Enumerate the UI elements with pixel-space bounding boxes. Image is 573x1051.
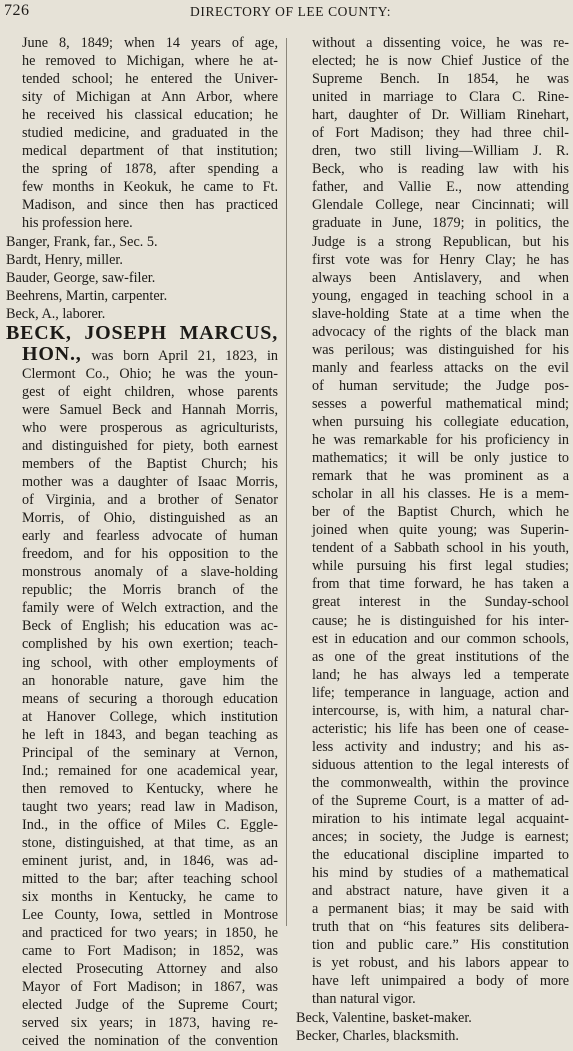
- text-line: taught two years; read law in Madison,: [22, 798, 278, 815]
- text-line: members of the Baptist Church; his: [22, 455, 278, 472]
- text-line: Ind.; remained for one academical year,: [22, 762, 278, 779]
- text-line: and abstract nature, have given it a: [312, 883, 569, 900]
- text-line: served six years; in 1873, having re-: [22, 1015, 278, 1032]
- text-line: was perilous; was distinguished for his: [312, 341, 569, 358]
- text-line: of the Supreme Court, is a matter of ad-: [312, 792, 569, 809]
- text-line: he removed to Michigan, where he at-: [22, 53, 278, 70]
- text-line: elected; he is now Chief Justice of the: [312, 53, 569, 70]
- text-line: was born April 21, 1823, in: [91, 347, 278, 364]
- directory-entry: Banger, Frank, far., Sec. 5.: [6, 233, 158, 250]
- text-line: June 8, 1849; when 14 years of age,: [22, 35, 278, 51]
- biography-name: BECK, JOSEPH MARCUS,: [6, 322, 278, 344]
- text-line: Ind., in the office of Miles C. Eggle-: [22, 816, 278, 833]
- text-line: few months in Keokuk, he came to Ft.: [22, 179, 278, 196]
- text-line: family were of Welch extraction, and the: [22, 600, 278, 617]
- text-line: Supreme Bench. In 1854, he was: [312, 71, 569, 88]
- text-line: united in marriage to Clara C. Rine-: [312, 89, 569, 106]
- text-line: Beck, who is reading law with his: [312, 161, 569, 178]
- text-line: graduate in June, 1879; in politics, the: [312, 215, 569, 232]
- directory-entry: Beck, A., laborer.: [6, 305, 106, 322]
- directory-entry: Beck, Valentine, basket-maker.: [296, 1009, 472, 1026]
- text-line: he was remarkable for his proficiency in: [312, 432, 569, 449]
- biography-beck-joseph-marcus: [6, 323, 278, 1051]
- text-line: sesses a powerful mathematical mind;: [312, 395, 569, 412]
- text-line: early and fearless advocate of human: [22, 528, 278, 545]
- text-line: of Virginia, and a brother of Senator: [22, 492, 278, 509]
- directory-entry: Beehrens, Martin, carpenter.: [6, 287, 168, 304]
- text-line: monstrous anomaly of a slave-holding: [22, 564, 278, 581]
- text-line: his mind by studies of a mathematical: [312, 865, 569, 882]
- text-line: life; temperance in language, action and: [312, 684, 569, 701]
- text-line: mother was a daughter of Isaac Morris,: [22, 474, 278, 491]
- text-line: were Samuel Beck and Hannah Morris,: [22, 401, 278, 418]
- text-line: then removed to Kentucky, where he: [22, 780, 278, 797]
- text-line: and practiced for two years; in 1850, he: [22, 925, 278, 942]
- text-line: stone, distinguished, at that time, as an: [22, 834, 278, 851]
- directory-entries: [6, 233, 278, 323]
- left-column: [6, 34, 278, 1051]
- text-line: dren, two still living—William J. R.: [312, 143, 569, 160]
- biography-continued: [296, 34, 569, 1009]
- directory-entry: Bauder, George, saw-filer.: [6, 269, 156, 286]
- text-line: Madison, and since then has practiced: [22, 197, 278, 214]
- text-line: Principal of the seminary at Vernon,: [22, 744, 278, 761]
- text-line: sity of Michigan at Ann Arbor, where: [22, 89, 278, 106]
- right-column: [296, 34, 569, 1045]
- text-line: father, and Vallie E., now attending: [312, 179, 569, 196]
- text-line: young, engaged in teaching school in a: [312, 287, 569, 304]
- text-line: Glendale College, near Cincinnati; will: [312, 197, 569, 214]
- text-line: joined when quite young; was Superin-: [312, 522, 569, 539]
- text-line: as one of the great institutions of the: [312, 648, 569, 665]
- text-line: Judge is a strong Republican, but his: [312, 233, 569, 250]
- text-line: means of securing a thorough education: [22, 690, 278, 707]
- text-line: of human servitude; the Judge pos-: [312, 377, 569, 394]
- continued-biography: [6, 34, 278, 233]
- text-line: less activity and industry; and his as-: [312, 738, 569, 755]
- text-line: miration to his intimate legal acquaint-: [312, 811, 569, 828]
- text-line: a permanent bias; it may be said with: [312, 901, 569, 918]
- text-line: he received his classical education; he: [22, 107, 278, 124]
- text-line: Lee County, Iowa, settled in Montrose: [22, 907, 278, 924]
- text-line: always been Antislavery, and when: [312, 269, 569, 286]
- text-line: his profession here.: [22, 215, 133, 232]
- text-line: six months in Kentucky, he came to: [22, 889, 278, 906]
- text-line: freedom, and for his opposition to the: [22, 546, 278, 563]
- text-line: medical department of that institution;: [22, 143, 278, 160]
- text-line: Mayor of Fort Madison; in 1867, was: [22, 979, 278, 996]
- text-line: republic; the Morris branch of the: [22, 582, 278, 599]
- page-number: 726: [4, 2, 30, 19]
- directory-entry: Bardt, Henry, miller.: [6, 251, 123, 268]
- text-line: gest of eight children, whose parents: [22, 383, 278, 400]
- running-title: DIRECTORY OF LEE COUNTY:: [190, 4, 392, 19]
- text-line: first vote was for Henry Clay; he has: [312, 251, 569, 268]
- text-line: cause; he is distinguished for his inter-: [312, 612, 569, 629]
- text-line: land; he has always led a temperate: [312, 666, 569, 683]
- text-line: acteristic; his life has been one of cease-: [312, 720, 569, 737]
- directory-entry: Becker, Charles, blacksmith.: [296, 1027, 459, 1044]
- text-line: slave-holding State at a time when the: [312, 305, 569, 322]
- column-divider: [286, 38, 287, 926]
- biography-title: HON.,: [22, 343, 82, 365]
- text-line: at Hanover College, which institution: [22, 708, 278, 725]
- text-line: manly and fearless attacks on the evil: [312, 359, 569, 376]
- text-line: mitted to the bar; after teaching school: [22, 871, 278, 888]
- text-line: hart, daughter of Dr. William Rinehart,: [312, 107, 569, 124]
- text-line: ing school, with other employments of: [22, 654, 278, 671]
- text-line: complished by his own exertion; teach-: [22, 636, 278, 653]
- text-line: Clermont Co., Ohio; he was the youn-: [22, 365, 278, 382]
- text-line: great interest in the Sunday-school: [312, 594, 569, 611]
- text-line: and distinguished for piety, both earnest: [22, 437, 278, 454]
- biography-heading: [6, 323, 278, 344]
- text-line: remark that he was prominent as a: [312, 468, 569, 485]
- text-line: tendent of a Sabbath school in his youth,: [312, 540, 569, 557]
- text-line: who were prosperous as agriculturists,: [22, 419, 278, 436]
- text-line: intercourse, is, with him, a natural char-: [312, 702, 569, 719]
- text-line: of Fort Madison; they had three chil-: [312, 125, 569, 142]
- text-line: ceived the nomination of the convention: [22, 1033, 278, 1050]
- text-line: the spring of 1878, after spending a: [22, 161, 278, 178]
- text-line: elected Judge of the Supreme Court;: [22, 997, 278, 1014]
- biography-heading-continued: [6, 344, 278, 365]
- text-line: tended school; he entered the Univer-: [22, 71, 278, 88]
- text-line: advocacy of the rights of the black man: [312, 323, 569, 340]
- text-line: tion and public care.” His constitution: [312, 937, 569, 954]
- text-line: eminent jurist, and, in 1846, was ad-: [22, 853, 278, 870]
- text-line: came to Fort Madison; in 1852, was: [22, 943, 278, 960]
- text-line: the commonwealth, within the province: [312, 774, 569, 791]
- text-line: Morris, of Ohio, distinguished as an: [22, 510, 278, 527]
- directory-entries: [296, 1009, 569, 1045]
- text-line: when pursuing his collegiate education,: [312, 413, 569, 430]
- text-line: he left in 1843, and began teaching as: [22, 726, 278, 743]
- text-line: from that time forward, he has taken a: [312, 576, 569, 593]
- text-line: than natural vigor.: [312, 991, 416, 1008]
- text-line: without a dissenting voice, he was re-: [312, 35, 569, 51]
- text-line: is yet robust, and his labors appear to: [312, 955, 569, 972]
- text-line: the educational discipline imparted to: [312, 847, 569, 864]
- text-line: est in education and our common schools,: [312, 630, 569, 647]
- text-line: have left unimpaired a body of more: [312, 973, 569, 990]
- text-line: siduous attention to the legal interests of: [312, 756, 569, 773]
- text-line: elected Prosecuting Attorney and also: [22, 961, 278, 978]
- text-line: scholar in all his classes. He is a mem-: [312, 486, 569, 503]
- text-line: mathematics; it will be only justice to: [312, 450, 569, 467]
- text-line: while pursuing his first legal studies;: [312, 558, 569, 575]
- text-line: truth that on “his features sits delibera-: [312, 919, 569, 936]
- text-line: studied medicine, and graduated in the: [22, 125, 278, 142]
- text-line: ances; in society, the Judge is earnest;: [312, 829, 569, 846]
- text-line: an honorable nature, gave him the: [22, 672, 278, 689]
- page-header: [4, 2, 569, 24]
- text-line: ber of the Baptist Church, which he: [312, 504, 569, 521]
- text-line: Beck of English; his education was ac-: [22, 618, 278, 635]
